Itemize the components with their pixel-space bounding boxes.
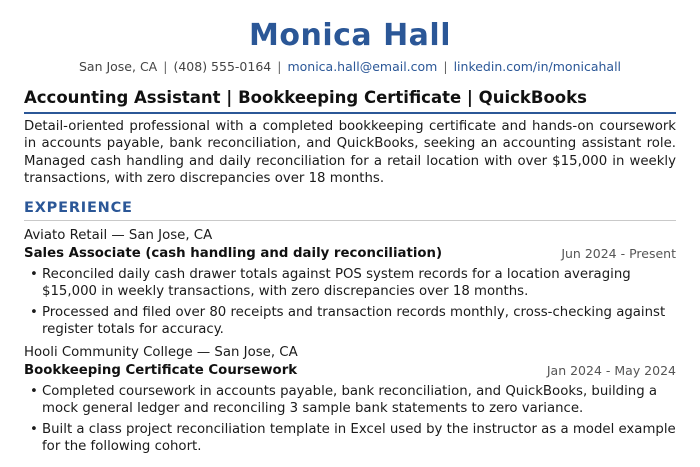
job-role-line	[24, 245, 676, 263]
bullet-icon: •	[30, 267, 38, 282]
location: San Jose, CA	[78, 59, 158, 74]
job-bullets	[24, 383, 676, 456]
bullet-text: Reconciled daily cash drawer totals against POS system records for a location averaging $15,000 in weekly transactions, with zero discrepancies over 18 months.	[42, 267, 631, 300]
bullet-text: Built a class project reconciliation template in Excel used by the instructor as a model example for the following cohort.	[42, 421, 676, 455]
email-link[interactable]: monica.hall@email.com	[287, 59, 438, 74]
job-dates: Jun 2024 - Present	[561, 246, 676, 261]
section-title-experience: EXPERIENCE	[24, 200, 133, 216]
headline: Accounting Assistant | Bookkeeping Certificate | QuickBooks	[24, 88, 587, 107]
bullet-icon: •	[30, 421, 38, 437]
bullet-icon: •	[30, 304, 38, 320]
separator: |	[443, 59, 448, 74]
job-bullets	[24, 266, 676, 339]
phone: (408) 555-0164	[173, 59, 272, 74]
separator: |	[277, 59, 282, 74]
job-organization: Aviato Retail — San Jose, CA	[24, 228, 213, 243]
job-entry	[24, 227, 676, 339]
bullet-icon: •	[30, 384, 38, 399]
job-role: Sales Associate (cash handling and daily reconciliation)	[24, 246, 443, 261]
job-organization: Hooli Community College — San Jose, CA	[24, 345, 298, 360]
job-role: Bookkeeping Certificate Coursework	[24, 363, 298, 378]
headline-divider	[24, 112, 676, 114]
job-dates: Jan 2024 - May 2024	[546, 363, 676, 378]
contact-line	[24, 58, 676, 76]
bullet-text: Completed coursework in accounts payable, bank reconciliation, and QuickBooks, building a mock general ledger and reconciling 3 sample bank statements to zero variance.	[42, 384, 658, 417]
job-role-line	[24, 362, 676, 380]
linkedin-link[interactable]: linkedin.com/in/monicahall	[453, 59, 622, 74]
bullet-text: Processed and filed over 80 receipts and transaction records monthly, cross-checking against register totals for accuracy.	[42, 304, 666, 338]
bullet-item	[24, 383, 676, 418]
bullet-item	[24, 421, 676, 456]
bullet-item	[24, 266, 676, 301]
section-divider	[24, 220, 676, 221]
bullet-item	[24, 304, 676, 339]
summary: Detail-oriented professional with a completed bookkeeping certificate and hands-on coursework in accounts payable, bank reconciliation, and QuickBooks, seeking an accounting assistant role. Managed cash handling and daily reconciliation for a retail location with over $15,000 in weekly transactions, with zero discrepancies over 18 months.	[24, 119, 676, 187]
separator: |	[163, 59, 168, 74]
candidate-name: Monica Hall	[249, 18, 451, 53]
job-entry	[24, 344, 676, 456]
